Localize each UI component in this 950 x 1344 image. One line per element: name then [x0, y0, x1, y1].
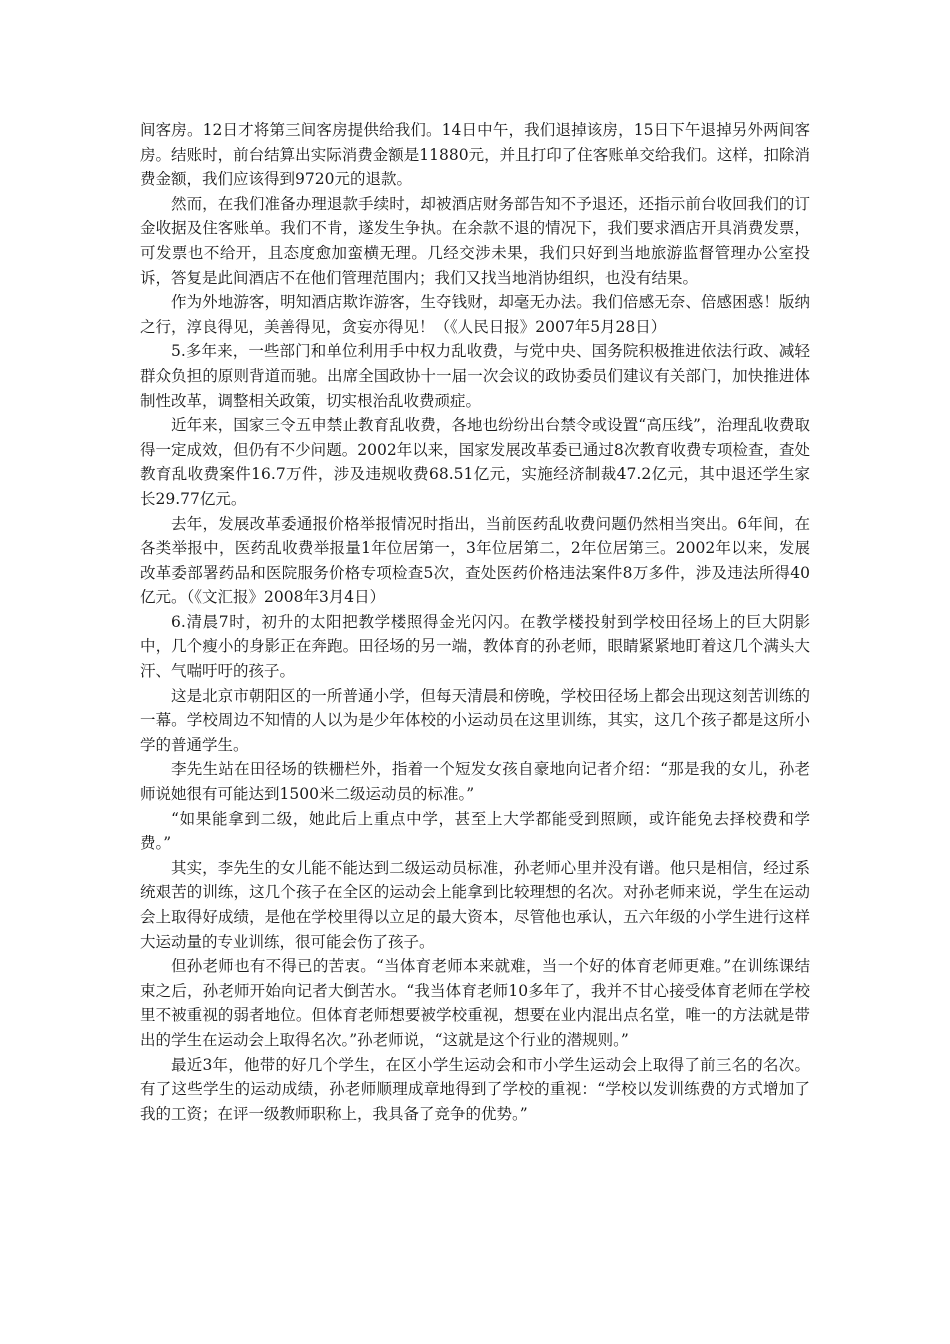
paragraph-3: 作为外地游客，明知酒店欺诈游客，生夺钱财，却毫无办法。我们倍感无奈、倍感困惑！版纳之行，淳良得见，美善得见，贪妄亦得见！（《人民日报》2007年5月28日） — [140, 293, 810, 336]
paragraph-1: 间客房。12日才将第三间客房提供给我们。14日中午，我们退掉该房，15日下午退掉另外两间客房。结账时，前台结算出实际消费金额是11880元，并且打印了住客账单交给我们。这样，扣除消费金额，我们应该得到9720元的退款。 — [140, 121, 810, 189]
paragraph-5: 近年来，国家三令五申禁止教育乱收费，各地也纷纷出台禁令或设置“高压线”，治理乱收费取得一定成效，但仍有不少问题。2002年以来，国家发展改革委已通过8次教育收费专项检查，查处教育乱收费案件16.7万件，涉及违规收费68.51亿元，实施经济制裁47.2亿元，其中退还学生家长29.77亿元。 — [140, 416, 810, 508]
paragraph-2: 然而，在我们准备办理退款手续时，却被酒店财务部告知不予退还，还指示前台收回我们的订金收据及住客账单。我们不肯，遂发生争执。在余款不退的情况下，我们要求酒店开具消费发票，可发票也不给开，且态度愈加蛮横无理。几经交涉未果，我们只好到当地旅游监督管理办公室投诉，答复是此间酒店不在他们管理范围内；我们又找当地消协组织，也没有结果。 — [140, 194, 810, 287]
paragraph-10: “如果能拿到二级，她此后上重点中学，甚至上大学都能受到照顾，或许能免去择校费和学费。” — [140, 809, 810, 853]
paragraph-13: 最近3年，他带的好几个学生，在区小学生运动会和市小学生运动会上取得了前三名的名次。有了这些学生的运动成绩，孙老师顺理成章地得到了学校的重视：“学校以发训练费的方式增加了我的工资；在评一级教师职称上，我具备了竞争的优势。” — [140, 1055, 810, 1123]
paragraph-12: 但孙老师也有不得已的苦衷。“当体育老师本来就难，当一个好的体育老师更难。”在训练课结束之后，孙老师开始向记者大倒苦水。“我当体育老师10多年了，我并不甘心接受体育老师在学校里不被重视的弱者地位。但体育老师想要被学校重视，想要在业内混出点名堂，唯一的方法就是带出的学生在运动会上取得名次。”孙老师说，“这就是这个行业的潜规则。” — [140, 957, 810, 1049]
paragraph-7: 6.清晨7时，初升的太阳把教学楼照得金光闪闪。在教学楼投射到学校田径场上的巨大阴影中，几个瘦小的身影正在奔跑。田径场的另一端，教体育的孙老师，眼睛紧紧地盯着这几个满头大汗、气喘吁吁的孩子。 — [140, 612, 810, 681]
paragraph-8: 这是北京市朝阳区的一所普通小学，但每天清晨和傍晚，学校田径场上都会出现这刻苦训练的一幕。学校周边不知情的人以为是少年体校的小运动员在这里训练，其实，这几个孩子都是这所小学的普通学生。 — [140, 686, 810, 754]
document-body — [140, 118, 810, 1126]
paragraph-6: 去年，发展改革委通报价格举报情况时指出，当前医药乱收费问题仍然相当突出。6年间，在各类举报中，医药乱收费举报量1年位居第一，3年位居第二，2年位居第三。2002年以来，发展改革委部署药品和医院服务价格专项检查5次，查处医药价格违法案件8万多件，涉及违法所得40亿元。（《文汇报》2008年3月4日） — [140, 514, 810, 607]
paragraph-4: 5.多年来，一些部门和单位利用手中权力乱收费，与党中央、国务院积极推进依法行政、减轻群众负担的原则背道而驰。出席全国政协十一届一次会议的政协委员们建议有关部门，加快推进体制性改革，调整相关政策，切实根治乱收费顽症。 — [140, 342, 810, 410]
paragraph-11: 其实，李先生的女儿能不能达到二级运动员标准，孙老师心里并没有谱。他只是相信，经过系统艰苦的训练，这几个孩子在全区的运动会上能拿到比较理想的名次。对孙老师来说，学生在运动会上取得好成绩，是他在学校里得以立足的最大资本，尽管他也承认，五六年级的小学生进行这样大运动量的专业训练，很可能会伤了孩子。 — [140, 858, 810, 951]
paragraph-9: 李先生站在田径场的铁栅栏外，指着一个短发女孩自豪地向记者介绍：“那是我的女儿，孙老师说她很有可能达到1500米二级运动员的标准。” — [140, 760, 810, 804]
